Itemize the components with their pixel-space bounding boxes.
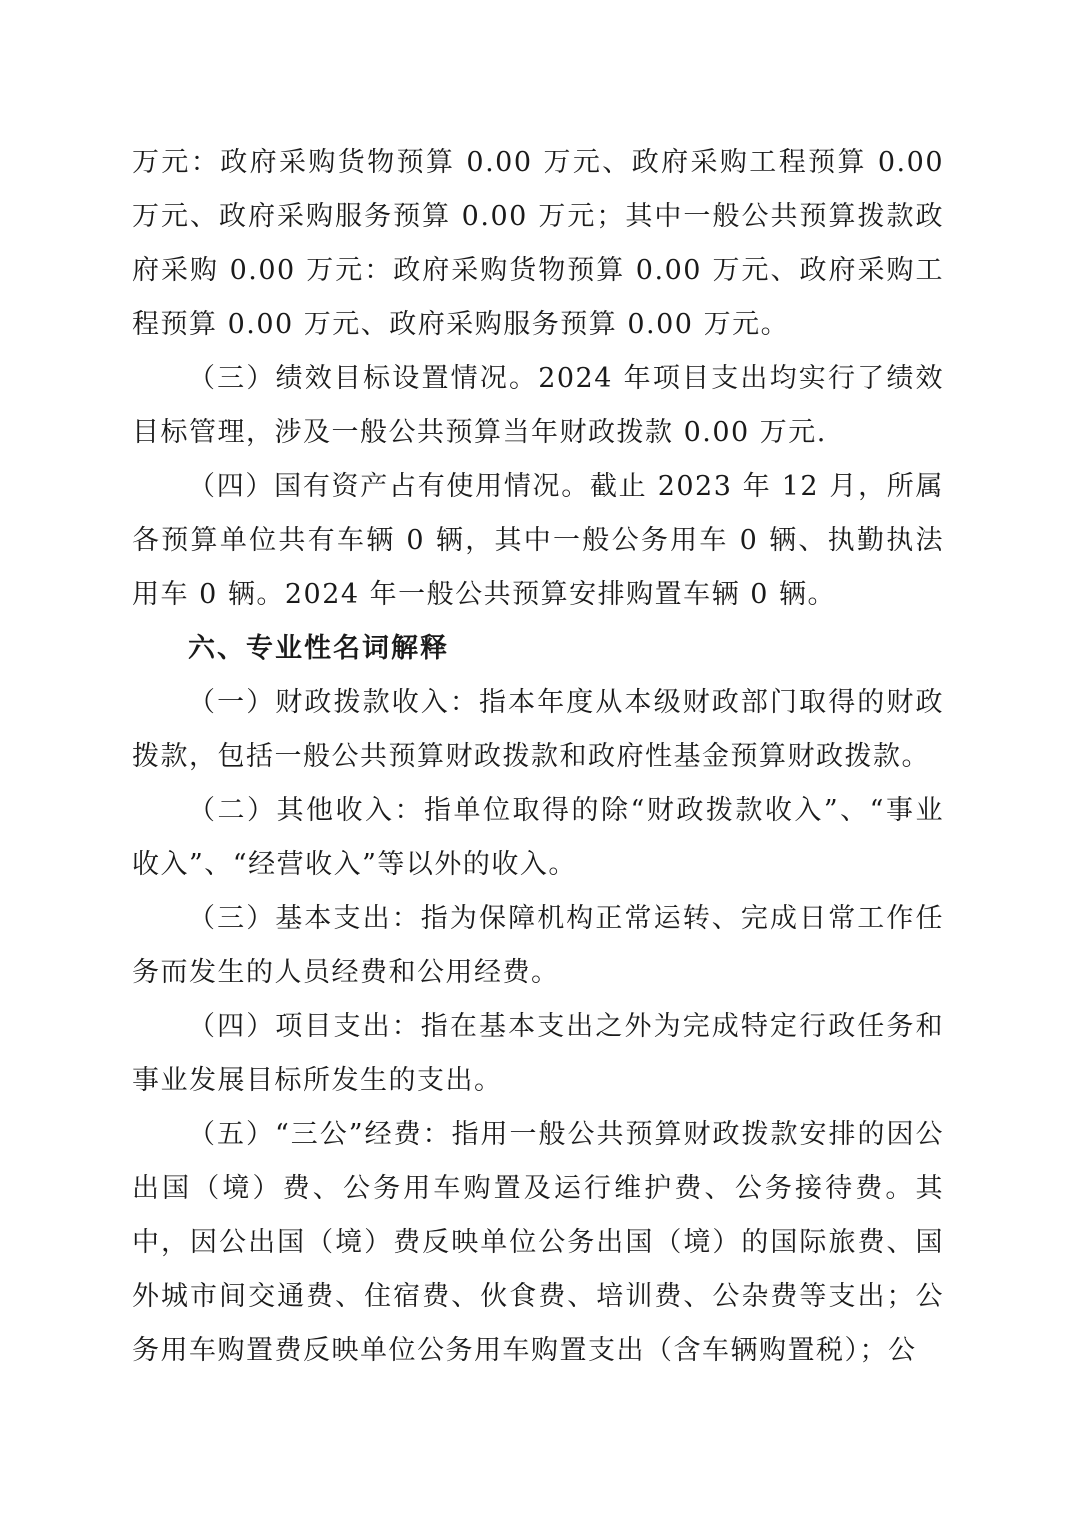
document-body [132, 136, 944, 1378]
paragraph-term-three-public-expenses: （五）“三公”经费：指用一般公共预算财政拨款安排的因公出国（境）费、公务用车购置及运行维护费、公务接待费。其中，因公出国（境）费反映单位公务出国（境）的国际旅费、国外城市间交通费、住宿费、伙食费、培训费、公杂费等支出；公务用车购置费反映单位公务用车购置支出（含车辆购置税）；公 [132, 1119, 944, 1366]
paragraph-performance-goals: （三）绩效目标设置情况。2024 年项目支出均实行了绩效目标管理，涉及一般公共预算当年财政拨款 0.00 万元. [132, 363, 944, 448]
paragraph-term-project-expenditure: （四）项目支出：指在基本支出之外为完成特定行政任务和事业发展目标所发生的支出。 [132, 1011, 944, 1096]
paragraph-term-fiscal-appropriation: （一）财政拨款收入：指本年度从本级财政部门取得的财政拨款，包括一般公共预算财政拨款和政府性基金预算财政拨款。 [132, 687, 944, 772]
paragraph-state-assets: （四）国有资产占有使用情况。截止 2023 年 12 月，所属各预算单位共有车辆 0 辆，其中一般公务用车 0 辆、执勤执法用车 0 辆。2024 年一般公共预算安排购置车辆 0 辆。 [132, 471, 944, 610]
paragraph-term-basic-expenditure: （三）基本支出：指为保障机构正常运转、完成日常工作任务而发生的人员经费和公用经费。 [132, 903, 944, 988]
section-heading-terms: 六、专业性名词解释 [188, 633, 449, 664]
paragraph-term-other-income: （二）其他收入：指单位取得的除“财政拨款收入”、“事业收入”、“经营收入”等以外的收入。 [132, 795, 944, 880]
paragraph-procurement-continued: 万元：政府采购货物预算 0.00 万元、政府采购工程预算 0.00 万元、政府采购服务预算 0.00 万元；其中一般公共预算拨款政府采购 0.00 万元：政府采购货物预算 0.00 万元、政府采购工程预算 0.00 万元、政府采购服务预算 0.00 万元。 [132, 147, 944, 340]
